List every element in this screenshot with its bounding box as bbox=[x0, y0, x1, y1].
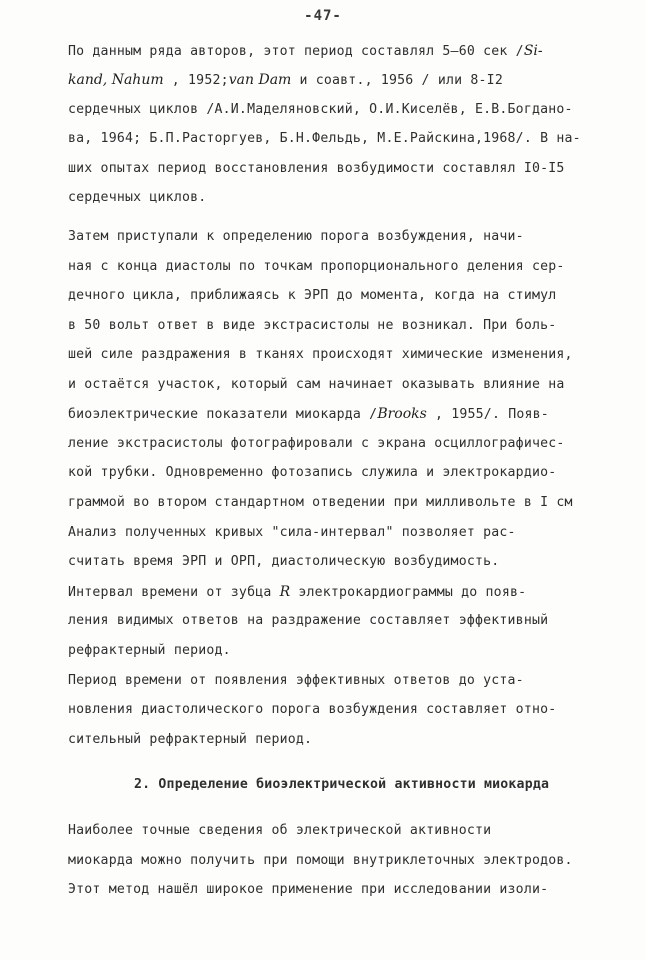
typed-text: 2. Определение биоэлектрической активности миокарда bbox=[134, 777, 550, 792]
text-line bbox=[68, 258, 565, 276]
text-line bbox=[68, 524, 516, 542]
handwritten-insert: Brooks bbox=[377, 406, 427, 422]
text-line bbox=[68, 642, 231, 660]
text-line bbox=[68, 494, 573, 512]
text-line bbox=[68, 71, 503, 90]
typed-text: , 1952; bbox=[163, 73, 229, 88]
typed-text: биоэлектрические показатели миокарда / bbox=[68, 407, 378, 422]
text-line bbox=[68, 612, 548, 630]
typed-text: рефрактерный период. bbox=[68, 643, 231, 658]
text-line bbox=[68, 228, 524, 246]
text-line bbox=[68, 701, 556, 719]
text-line bbox=[68, 881, 548, 899]
text-line bbox=[68, 731, 312, 749]
text-line bbox=[68, 317, 556, 335]
text-line bbox=[68, 189, 206, 207]
typed-text: миокарда можно получить при помощи внутриклеточных электродов. bbox=[68, 853, 573, 868]
typed-text: Период времени от появления эффективных ответов до уста- bbox=[68, 673, 524, 688]
handwritten-insert: Si- bbox=[523, 43, 543, 59]
text-line bbox=[68, 130, 581, 148]
typed-text: считать время ЭРП и ОРП, диастолическую возбудимость. bbox=[68, 554, 500, 569]
handwritten-insert: van Dam bbox=[228, 72, 292, 88]
text-line bbox=[68, 287, 556, 305]
typed-text: электрокардиограммы до появ- bbox=[290, 585, 527, 600]
text-line bbox=[68, 160, 565, 178]
typed-text: сительный рефрактерный период. bbox=[68, 732, 313, 747]
typed-text: Интервал времени от зубца bbox=[68, 585, 280, 600]
text-line bbox=[68, 42, 543, 61]
typed-text: шей силе раздражения в тканях происходят химические изменения, bbox=[68, 347, 573, 362]
typed-text: в 50 вольт ответ в виде экстрасистолы не возникал. При боль- bbox=[68, 318, 557, 333]
typed-text: новления диастолического порога возбуждения составляет отно- bbox=[68, 702, 557, 717]
typed-text: сердечных циклов /А.И.Маделяновский, О.И.Киселёв, Е.В.Богдано- bbox=[68, 102, 573, 117]
text-line bbox=[68, 672, 524, 690]
text-line bbox=[68, 464, 556, 482]
text-line bbox=[68, 346, 573, 364]
text-line bbox=[68, 583, 526, 602]
page-number: -47- bbox=[304, 8, 342, 24]
typed-text: и остаётся участок, который сам начинает оказывать влияние на bbox=[68, 377, 565, 392]
typed-text: дечного цикла, приближаясь к ЭРП до момента, когда на стимул bbox=[68, 288, 557, 303]
typed-text: граммой во втором стандартном отведении при милливольте в I см bbox=[68, 495, 573, 510]
typed-text: Затем приступали к определению порога возбуждения, начи- bbox=[68, 229, 524, 244]
typed-text: сердечных циклов. bbox=[68, 190, 207, 205]
typed-text: и соавт., 1956 / или 8-I2 bbox=[291, 73, 503, 88]
section-heading bbox=[134, 776, 549, 794]
typed-text: ших опытах период восстановления возбудимости составлял I0-I5 bbox=[68, 161, 565, 176]
typed-text: ление экстрасистолы фотографировали с экрана осциллографичес- bbox=[68, 436, 565, 451]
handwritten-insert: R bbox=[279, 584, 291, 600]
typed-text: Анализ полученных кривых "сила-интервал" позволяет рас- bbox=[68, 525, 516, 540]
text-line bbox=[68, 435, 565, 453]
text-line bbox=[68, 852, 573, 870]
typed-text: Этот метод нашёл широкое применение при исследовании изоли- bbox=[68, 882, 549, 897]
text-line bbox=[68, 822, 491, 840]
typed-text: ва, 1964; Б.П.Расторгуев, Б.Н.Фельдь, М.Е.Райскина,1968/. В на- bbox=[68, 131, 581, 146]
typed-text: , 1955/. Появ- bbox=[426, 407, 549, 422]
handwritten-insert: kand, Nahum bbox=[68, 72, 164, 88]
text-line bbox=[68, 101, 573, 119]
text-line bbox=[68, 553, 499, 571]
typed-text: кой трубки. Одновременно фотозапись служила и электрокардио- bbox=[68, 465, 557, 480]
text-line bbox=[68, 376, 565, 394]
typed-text: По данным ряда авторов, этот период составлял 5–60 сек / bbox=[68, 44, 524, 59]
text-line bbox=[68, 405, 549, 424]
typed-text: ная с конца диастолы по точкам пропорционального деления сер- bbox=[68, 259, 565, 274]
typed-text: Наиболее точные сведения об электрической активности bbox=[68, 823, 492, 838]
typed-text: ления видимых ответов на раздражение составляет эффективный bbox=[68, 613, 549, 628]
